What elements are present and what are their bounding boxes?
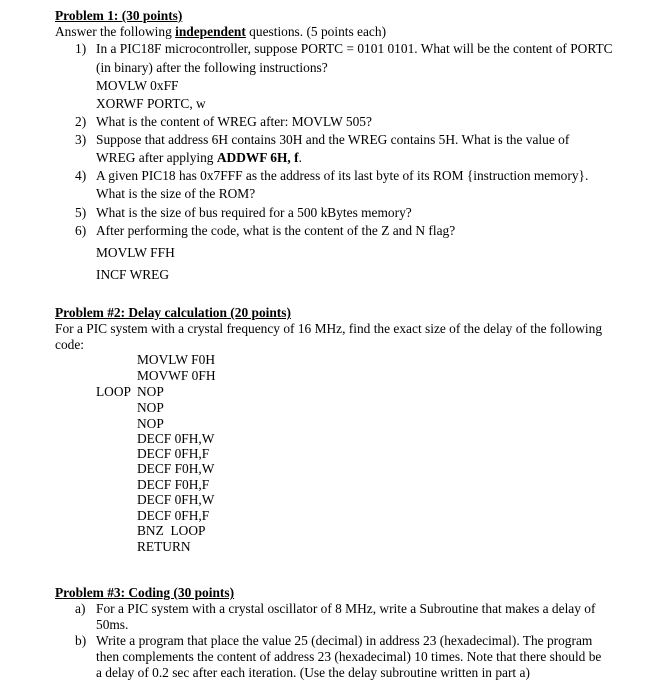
code-loop-label: LOOP xyxy=(96,384,131,399)
question-3-text-1: Suppose that address 6H contains 30H and the WREG contains 5H. What is the value of xyxy=(96,132,570,147)
problem-1-intro-post: questions. (5 points each) xyxy=(245,24,387,39)
problem-2-intro-1: For a PIC system with a crystal frequency of 16 MHz, find the exact size of the delay of the following xyxy=(55,321,603,336)
code-line-decf-6: DECF 0FH,F xyxy=(137,508,210,523)
question-6-number: 6) xyxy=(75,223,87,238)
question-5-text-1: What is the size of bus required for a 500 kBytes memory? xyxy=(96,205,412,220)
code-line-movwf: MOVWF 0FH xyxy=(137,368,216,383)
problem-3-title: Problem #3: Coding (30 points) xyxy=(55,585,235,600)
code-line-decf-2: DECF 0FH,F xyxy=(137,446,210,461)
code-line-return: RETURN xyxy=(137,539,191,554)
question-6-code-2: INCF WREG xyxy=(96,267,170,282)
question-3-text-2-post: . xyxy=(298,150,302,165)
part-b-line-2: then complements the content of address 23 (hexadecimal) 10 times. Note that there should be xyxy=(96,649,602,664)
question-1-code-1: MOVLW 0xFF xyxy=(96,78,179,93)
problem-1-intro-pre: Answer the following xyxy=(55,24,176,39)
code-line-decf-5: DECF 0FH,W xyxy=(137,492,215,507)
question-5-number: 5) xyxy=(75,205,87,220)
question-6-text-1: After performing the code, what is the content of the Z and N flag? xyxy=(96,223,456,238)
code-line-nop-1: NOP xyxy=(137,384,164,399)
question-1-number: 1) xyxy=(75,41,87,56)
question-2-line-1 xyxy=(75,114,372,129)
question-3-line-2 xyxy=(96,150,302,165)
problem-2-intro-2: code: xyxy=(55,337,84,352)
question-4-text-1: A given PIC18 has 0x7FFF as the address of its last byte of its ROM {instruction memory}. xyxy=(96,168,589,183)
code-line-nop-3: NOP xyxy=(137,416,164,431)
question-6-line-1 xyxy=(75,223,455,238)
code-line-decf-4: DECF F0H,F xyxy=(137,477,210,492)
part-b-text-1: Write a program that place the value 25 (decimal) in address 23 (hexadecimal). The program xyxy=(96,633,593,648)
question-1-line-2: (in binary) after the following instructions? xyxy=(96,60,328,75)
question-4-number: 4) xyxy=(75,168,87,183)
question-4-line-1 xyxy=(75,168,588,183)
part-a-line-1 xyxy=(75,601,595,616)
problem-1-title: Problem 1: (30 points) xyxy=(55,8,183,23)
part-a-letter: a) xyxy=(75,601,86,616)
part-b-line-3: a delay of 0.2 sec after each iteration. (Use the delay subroutine written in part a) xyxy=(96,665,530,680)
question-3-number: 3) xyxy=(75,132,87,147)
question-1-text-1: In a PIC18F microcontroller, suppose PORTC = 0101 0101. What will be the content of PORTC xyxy=(96,41,613,56)
part-a-line-2: 50ms. xyxy=(96,617,129,632)
question-1-code-2: XORWF PORTC, w xyxy=(96,96,206,111)
problem-1-intro xyxy=(55,24,386,39)
question-1-line-1 xyxy=(75,41,613,56)
code-line-movlw: MOVLW F0H xyxy=(137,352,215,367)
question-3-instruction: ADDWF 6H, f xyxy=(216,150,299,165)
code-line-nop-2: NOP xyxy=(137,400,164,415)
problem-1-intro-bold: independent xyxy=(175,24,246,39)
question-3-line-1 xyxy=(75,132,569,147)
question-3-text-2-pre: WREG after applying xyxy=(96,150,217,165)
question-2-text-1: What is the content of WREG after: MOVLW 505? xyxy=(96,114,372,129)
question-5-line-1 xyxy=(75,205,412,220)
question-2-number: 2) xyxy=(75,114,87,129)
part-b-line-1 xyxy=(75,633,592,648)
code-line-decf-1: DECF 0FH,W xyxy=(137,431,215,446)
part-a-text-1: For a PIC system with a crystal oscillator of 8 MHz, write a Subroutine that makes a delay of xyxy=(96,601,596,616)
part-b-letter: b) xyxy=(75,633,87,648)
code-line-decf-3: DECF F0H,W xyxy=(137,461,215,476)
question-6-code-1: MOVLW FFH xyxy=(96,245,175,260)
question-4-line-2: What is the size of the ROM? xyxy=(96,186,256,201)
problem-2-title: Problem #2: Delay calculation (20 points) xyxy=(55,305,291,320)
code-line-bnz: BNZ LOOP xyxy=(137,523,206,538)
